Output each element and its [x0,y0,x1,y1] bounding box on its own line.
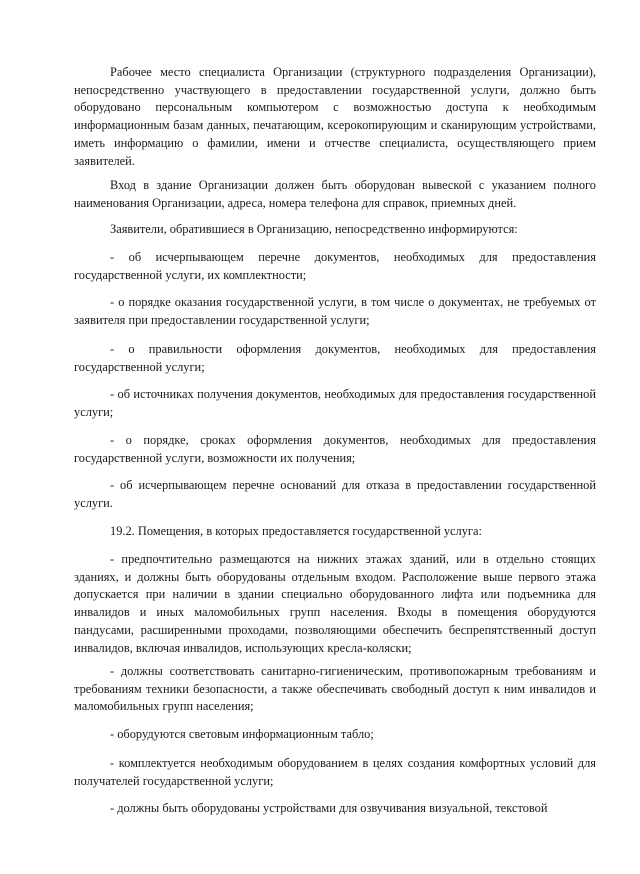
paragraph-list-item: - предпочтительно размещаются на нижних этажах зданий, или в отдельно стоящих зданиях, и должны быть оборудованы отдельным входом. Расположение выше первого этажа допускается при наличии в здании специально оборудованного лифта или подъемника для инвалидов и иных маломобильных групп населения. Входы в помещения оборудуются пандусами, расширенными проходами, позволяющими обеспечить беспрепятственный доступ инвалидов, включая инвалидов, использующих кресла-коляски; [74,552,596,655]
paragraph-list-item: - комплектуется необходимым оборудованием в целях создания комфортных условий для получателей государственной услуги; [74,756,596,788]
paragraph-list-item: - о правильности оформления документов, необходимых для предоставления государственной услуги; [74,342,596,374]
paragraph-list-item: - об исчерпывающем перечне документов, необходимых для предоставления государственной услуги, их комплектности; [74,250,596,282]
paragraph-list-item: - о порядке, сроках оформления документов, необходимых для предоставления государственной услуги, возможности их получения; [74,433,596,465]
paragraph-list-item: - о порядке оказания государственной услуги, в том числе о документах, не требуемых от заявителя при предоставлении государственной услуги; [74,295,596,327]
paragraph-list-item: - должны соответствовать санитарно-гигиеническим, противопожарным требованиям и требованиям техники безопасности, а также обеспечивать свободный доступ к ним инвалидов и маломобильных групп населения; [74,664,596,714]
paragraph-list-item: - должны быть оборудованы устройствами для озвучивания визуальной, текстовой [110,801,548,815]
paragraph-entrance: Вход в здание Организации должен быть оборудован вывеской с указанием полного наименования Организации, адреса, номера телефона для справок, приемных дней. [74,178,596,210]
section-heading-19-2: 19.2. Помещения, в которых предоставляется государственной услуга: [110,524,482,538]
paragraph-list-item: - оборудуются световым информационным табло; [110,727,374,741]
paragraph-list-item: - об источниках получения документов, необходимых для предоставления государственной услуги; [74,387,596,419]
paragraph-list-item: - об исчерпывающем перечне оснований для отказа в предоставлении государственной услуги. [74,478,596,510]
paragraph-workplace: Рабочее место специалиста Организации (структурного подразделения Организации), непосредственно участвующего в предоставлении государственной услуги, должно быть оборудовано персональным компьютером с возможностью доступа к необходимым информационным базам данных, печатающим, ксерокопирующим и сканирующим устройствами, иметь информацию о фамилии, имени и отчестве специалиста, осуществляющего прием заявителей. [74,65,596,168]
paragraph-informed-intro: Заявители, обратившиеся в Организацию, непосредственно информируются: [110,222,518,236]
